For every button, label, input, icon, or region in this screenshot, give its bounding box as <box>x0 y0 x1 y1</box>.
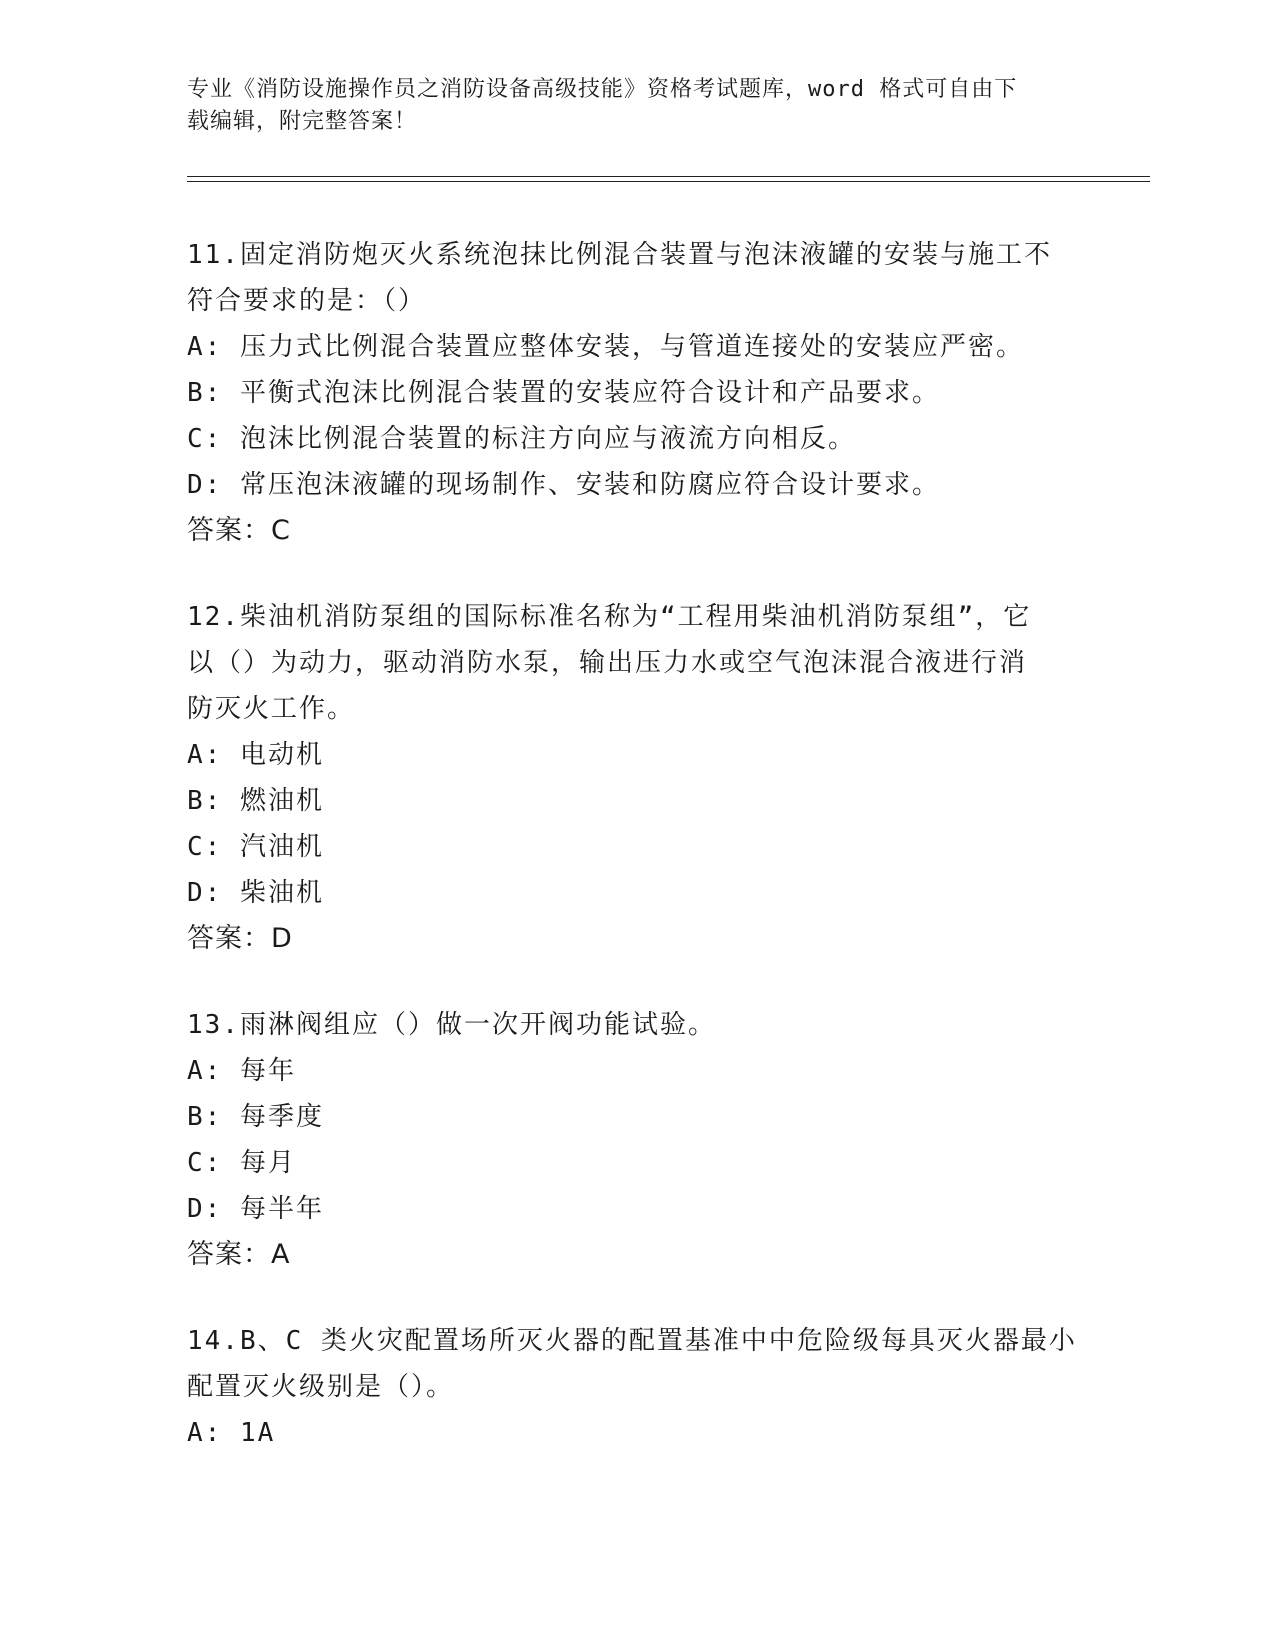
option-d: D: 每半年 <box>187 1194 324 1224</box>
question-stem <box>187 1318 1087 1410</box>
question-11 <box>187 232 1087 554</box>
stem-line: 配置灭火级别是（）。 <box>187 1372 455 1402</box>
option-d: D: 常压泡沫液罐的现场制作、安装和防腐应符合设计要求。 <box>187 470 940 500</box>
question-stem <box>187 594 1087 732</box>
header-line-2: 载编辑，附完整答案！ <box>187 109 418 134</box>
question-stem <box>187 1002 1087 1048</box>
stem-line: 13.雨淋阀组应（）做一次开阀功能试验。 <box>187 1010 716 1040</box>
option-a: A: 每年 <box>187 1056 296 1086</box>
document-header <box>187 74 1067 138</box>
stem-line: 以（）为动力，驱动消防水泵，输出压力水或空气泡沫混合液进行消 <box>187 648 1028 678</box>
question-14 <box>187 1318 1087 1456</box>
answer-line: 答案：D <box>187 923 293 954</box>
option-a: A: 压力式比例混合装置应整体安装，与管道连接处的安装应严密。 <box>187 332 1024 362</box>
option-a: A: 1A <box>187 1418 276 1448</box>
question-13 <box>187 1002 1087 1278</box>
stem-line: 12.柴油机消防泵组的国际标准名称为“工程用柴油机消防泵组”，它 <box>187 602 1032 632</box>
header-divider <box>187 176 1150 182</box>
stem-line: 防灭火工作。 <box>187 694 356 724</box>
option-c: C: 泡沫比例混合装置的标注方向应与液流方向相反。 <box>187 424 856 454</box>
question-12 <box>187 594 1087 962</box>
option-d: D: 柴油机 <box>187 878 324 908</box>
stem-line: 11.固定消防炮灭火系统泡抹比例混合装置与泡沫液罐的安装与施工不 <box>187 240 1052 270</box>
question-list <box>187 232 1087 1496</box>
answer-line: 答案：A <box>187 1239 291 1270</box>
option-c: C: 每月 <box>187 1148 296 1178</box>
option-c: C: 汽油机 <box>187 832 324 862</box>
stem-line: 14.B、C 类火灾配置场所灭火器的配置基准中中危险级每具灭火器最小 <box>187 1326 1077 1356</box>
option-a: A: 电动机 <box>187 740 324 770</box>
stem-line: 符合要求的是：（） <box>187 286 427 316</box>
option-b: B: 每季度 <box>187 1102 324 1132</box>
header-line-1: 专业《消防设施操作员之消防设备高级技能》资格考试题库，word 格式可自由下 <box>187 77 1018 102</box>
answer-line: 答案：C <box>187 515 291 546</box>
question-stem <box>187 232 1087 324</box>
option-b: B: 燃油机 <box>187 786 324 816</box>
option-b: B: 平衡式泡沫比例混合装置的安装应符合设计和产品要求。 <box>187 378 940 408</box>
